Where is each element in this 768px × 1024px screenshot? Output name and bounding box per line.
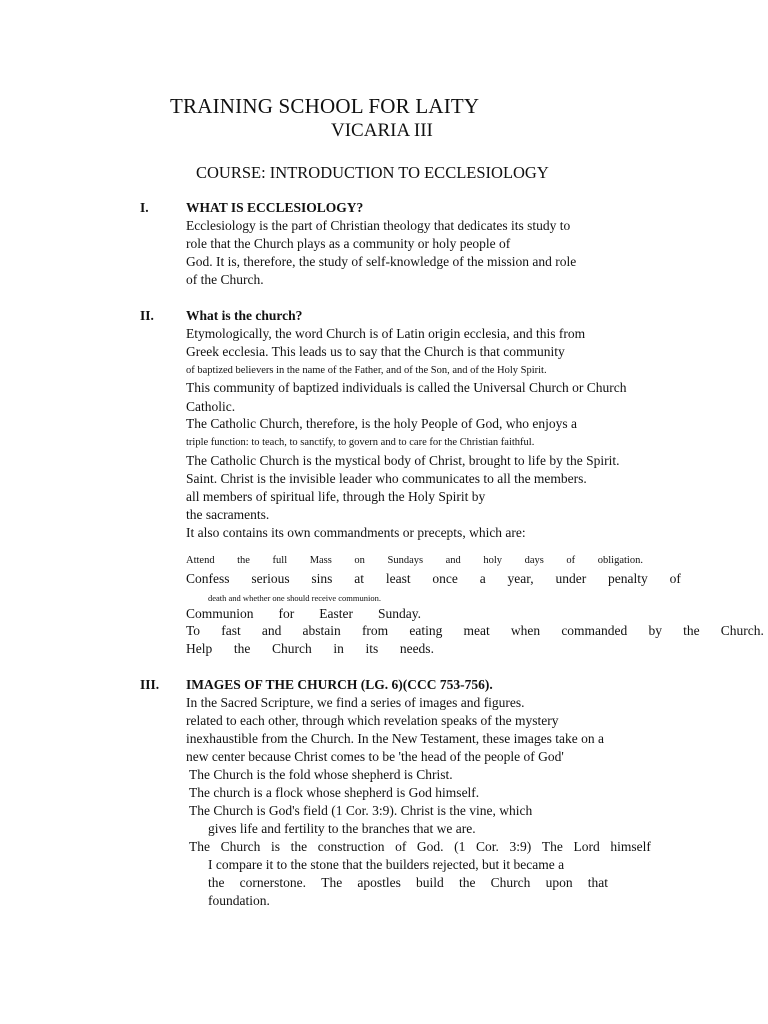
- paragraph-line: The Catholic Church, therefore, is the holy People of God, who enjoys a: [186, 416, 578, 431]
- paragraph-line: triple function: to teach, to sanctify, to govern and to care for the Christian faithful.: [186, 437, 535, 448]
- paragraph-line: role that the Church plays as a community or holy people of: [186, 236, 511, 251]
- precept-item: Attend the full Mass on Sundays and holy days of obligation.: [186, 555, 643, 566]
- bullet-continuation: the cornerstone. The apostles build the Church upon that: [208, 875, 608, 890]
- section-heading: IMAGES OF THE CHURCH (LG. 6)(CCC 753-756).: [186, 677, 493, 692]
- paragraph-line: Ecclesiology is the part of Christian theology that dedicates its study to: [186, 218, 571, 233]
- paragraph-line: Etymologically, the word Church is of Latin origin ecclesia, and this from: [186, 326, 586, 341]
- bullet-item: The church is a flock whose shepherd is God himself.: [189, 785, 480, 800]
- section-heading: What is the church?: [186, 308, 303, 323]
- precept-item: Confess serious sins at least once a year, under penalty of: [186, 571, 681, 586]
- precept-item: Help the Church in its needs.: [186, 641, 434, 656]
- section-number: I.: [140, 200, 149, 215]
- paragraph-line: It also contains its own commandments or precepts, which are:: [186, 525, 526, 540]
- paragraph-line: Greek ecclesia. This leads us to say that the Church is that community: [186, 344, 565, 359]
- section-number: III.: [140, 677, 160, 692]
- bullet-item: The Church is God's field (1 Cor. 3:9). Christ is the vine, which: [189, 803, 533, 818]
- paragraph-line: inexhaustible from the Church. In the New Testament, these images take on a: [186, 731, 604, 746]
- paragraph-line: Saint. Christ is the invisible leader who communicates to all the members.: [186, 471, 587, 486]
- bullet-continuation: gives life and fertility to the branches that we are.: [208, 821, 476, 836]
- paragraph-line: of the Church.: [186, 272, 264, 287]
- section-heading: WHAT IS ECCLESIOLOGY?: [186, 200, 364, 215]
- bullet-item: The Church is the fold whose shepherd is Christ.: [189, 767, 453, 782]
- paragraph-line: God. It is, therefore, the study of self-knowledge of the mission and role: [186, 254, 577, 269]
- precept-item: death and whether one should receive communion.: [208, 593, 382, 603]
- bullet-item: The Church is the construction of God. (1 Cor. 3:9) The Lord himself: [189, 839, 651, 854]
- paragraph-line: In the Sacred Scripture, we find a series of images and figures.: [186, 695, 525, 710]
- document-title: TRAINING SCHOOL FOR LAITY: [170, 94, 480, 118]
- paragraph-line: The Catholic Church is the mystical body of Christ, brought to life by the Spirit.: [186, 453, 620, 468]
- paragraph-line: This community of baptized individuals is called the Universal Church or Church: [186, 380, 627, 395]
- document-subtitle: VICARIA III: [331, 120, 433, 141]
- bullet-continuation: foundation.: [208, 893, 270, 908]
- course-title: COURSE: INTRODUCTION TO ECCLESIOLOGY: [196, 163, 549, 182]
- section-number: II.: [140, 308, 154, 323]
- paragraph-line: new center because Christ comes to be 'the head of the people of God': [186, 749, 564, 764]
- bullet-continuation: I compare it to the stone that the builders rejected, but it became a: [208, 857, 565, 872]
- precept-item: Communion for Easter Sunday.: [186, 606, 421, 621]
- paragraph-line: related to each other, through which revelation speaks of the mystery: [186, 713, 559, 728]
- paragraph-line: Catholic.: [186, 399, 236, 414]
- paragraph-line: of baptized believers in the name of the Father, and of the Son, and of the Holy Spirit.: [186, 365, 547, 376]
- paragraph-line: the sacraments.: [186, 507, 270, 522]
- paragraph-line: all members of spiritual life, through the Holy Spirit by: [186, 489, 486, 504]
- precept-item: To fast and abstain from eating meat when commanded by the Church.: [186, 623, 764, 638]
